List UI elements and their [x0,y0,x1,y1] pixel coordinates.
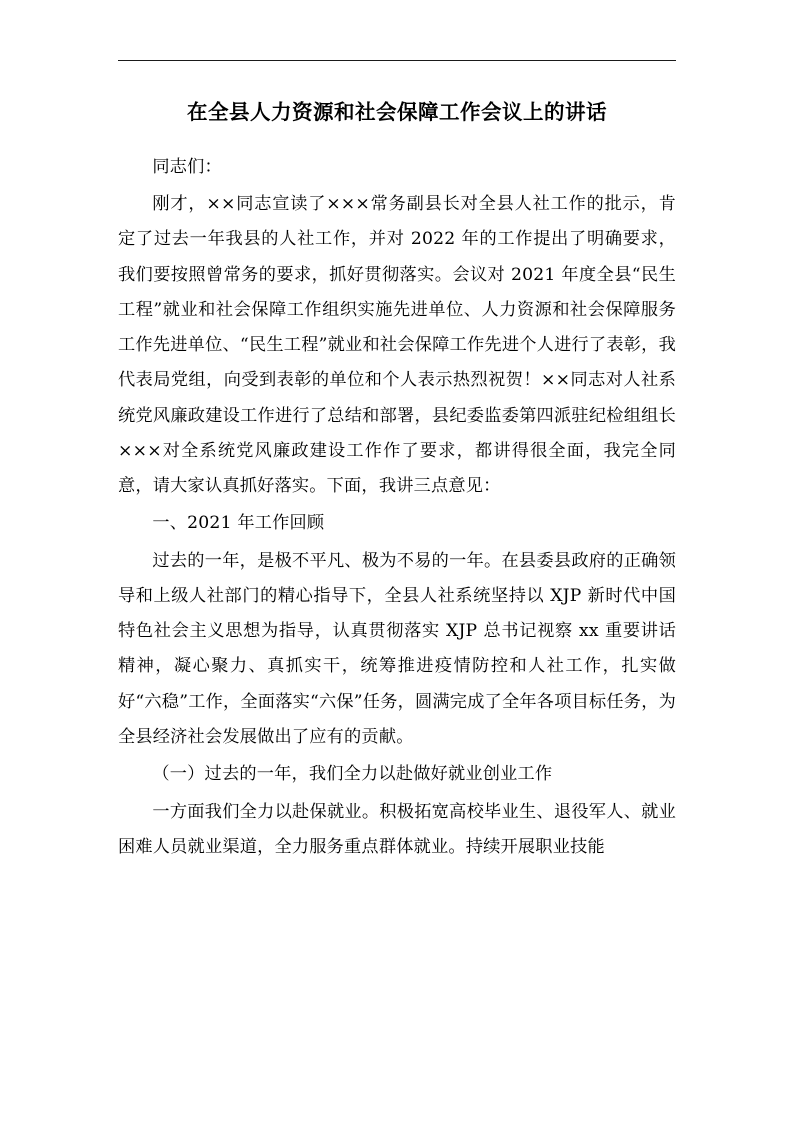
paragraph-review: 过去的一年，是极不平凡、极为不易的一年。在县委县政府的正确领导和上级人社部门的精心指导下，全县人社系统坚持以 XJP 新时代中国特色社会主义思想为指导，认真贯彻落实 XJP 总书记视察 xx 重要讲话精神，凝心聚力、真抓实干，统筹推进疫情防控和人社工作，扎实做好“六稳”工作，全面落实“六保”任务，圆满完成了全年各项目标任务，为全县经济社会发展做出了应有的贡献。 [118,550,676,747]
paragraph-opening: 刚才，××同志宣读了×××常务副县长对全县人社工作的批示，肯定了过去一年我县的人社工作，并对 2022 年的工作提出了明确要求，我们要按照曾常务的要求，抓好贯彻落实。会议对 2021 年度全县“民生工程”就业和社会保障工作组织实施先进单位、人力资源和社会保障服务工作先进单位、“民生工程”就业和社会保障工作先进个人进行了表彰，我代表局党组，向受到表彰的单位和个人表示热烈祝贺！××同志对人社系统党风廉政建设工作进行了总结和部署，县纪委监委第四派驻纪检组组长×××对全系统党风廉政建设工作作了要求，都讲得很全面，我完全同意，请大家认真抓好落实。下面，我讲三点意见： [118,194,676,497]
page-title: 在全县人力资源和社会保障工作会议上的讲话 [187,100,607,124]
paragraph-employment: 一方面我们全力以赴保就业。积极拓宽高校毕业生、退役军人、就业困难人员就业渠道，全力服务重点群体就业。持续开展职业技能 [118,801,676,857]
paragraph-salutation: 同志们： [152,156,222,177]
subsection-heading-one: （一）过去的一年，我们全力以赴做好就业创业工作 [152,764,553,785]
section-heading-one: 一、2021 年工作回顾 [152,513,325,534]
document-body [118,60,676,865]
header-rule [118,60,676,61]
